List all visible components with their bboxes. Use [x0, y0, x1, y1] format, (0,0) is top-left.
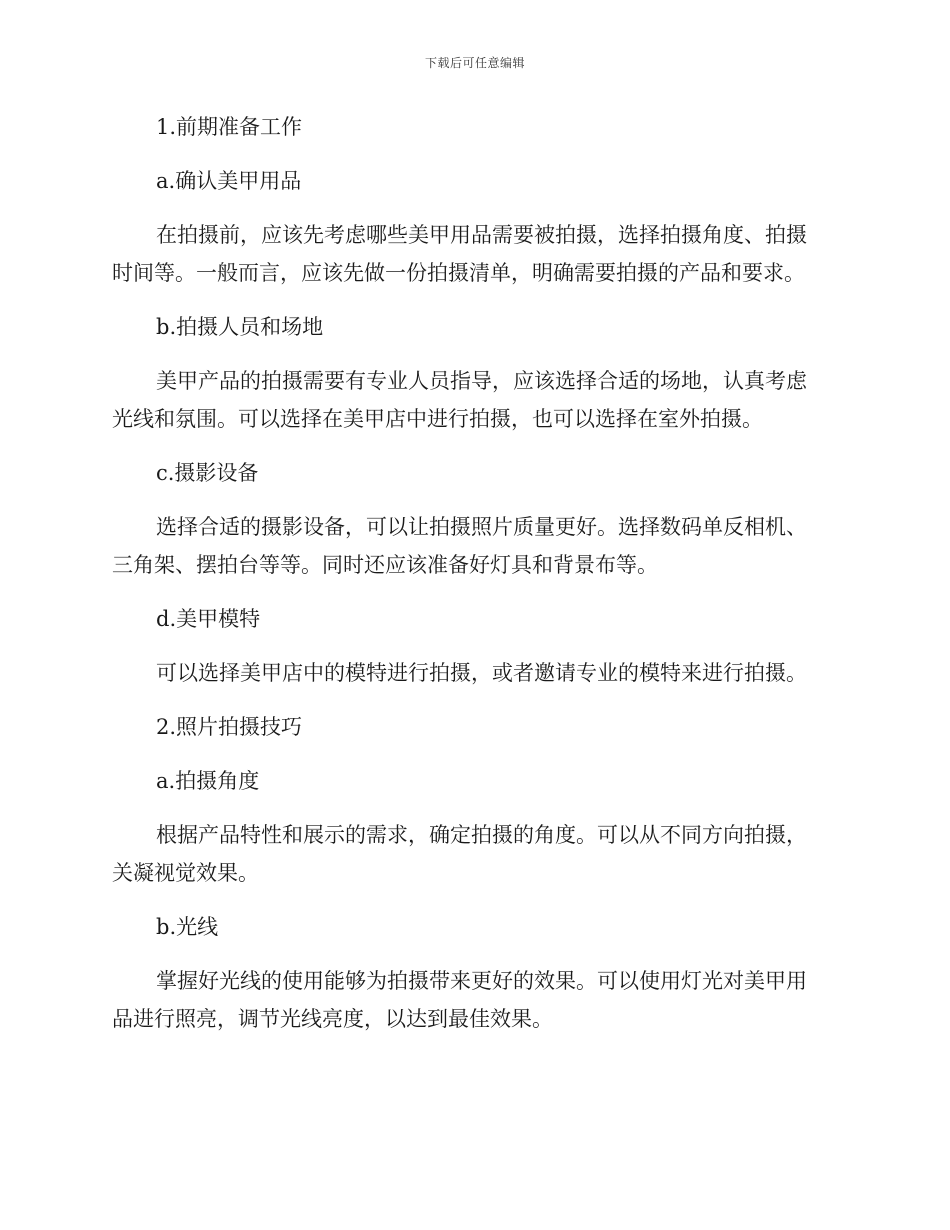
page-header: 下载后可任意编辑 [424, 56, 525, 70]
paragraph-line: 关凝视觉效果。 [112, 861, 259, 885]
subsection-heading: a.拍摄角度 [156, 769, 260, 793]
document-body [112, 108, 832, 1038]
paragraph-line: 可以选择美甲店中的模特进行拍摄，或者邀请专业的模特来进行拍摄。 [156, 661, 807, 685]
paragraph-line: 根据产品特性和展示的需求，确定拍摄的角度。可以从不同方向拍摄， [156, 823, 807, 847]
subsection-heading: c.摄影设备 [156, 461, 259, 485]
subsection-heading: d.美甲模特 [156, 607, 261, 631]
paragraph-line: 在拍摄前，应该先考虑哪些美甲用品需要被拍摄，选择拍摄角度、拍摄 [156, 223, 807, 247]
section-heading: 1.前期准备工作 [156, 115, 303, 139]
paragraph-line: 美甲产品的拍摄需要有专业人员指导，应该选择合适的场地，认真考虑 [156, 369, 807, 393]
subsection-heading: a.确认美甲用品 [156, 169, 302, 193]
paragraph-line: 选择合适的摄影设备，可以让拍摄照片质量更好。选择数码单反相机、 [156, 515, 807, 539]
subsection-heading: b.光线 [156, 915, 219, 939]
paragraph-line: 掌握好光线的使用能够为拍摄带来更好的效果。可以使用灯光对美甲用 [156, 969, 807, 993]
paragraph-line: 光线和氛围。可以选择在美甲店中进行拍摄，也可以选择在室外拍摄。 [112, 407, 763, 431]
paragraph-line: 三角架、摆拍台等等。同时还应该准备好灯具和背景布等。 [112, 553, 658, 577]
subsection-heading: b.拍摄人员和场地 [156, 315, 324, 339]
paragraph-line: 品进行照亮，调节光线亮度，以达到最佳效果。 [112, 1007, 553, 1031]
paragraph-line: 时间等。一般而言，应该先做一份拍摄清单，明确需要拍摄的产品和要求。 [112, 261, 805, 285]
section-heading: 2.照片拍摄技巧 [156, 715, 303, 739]
